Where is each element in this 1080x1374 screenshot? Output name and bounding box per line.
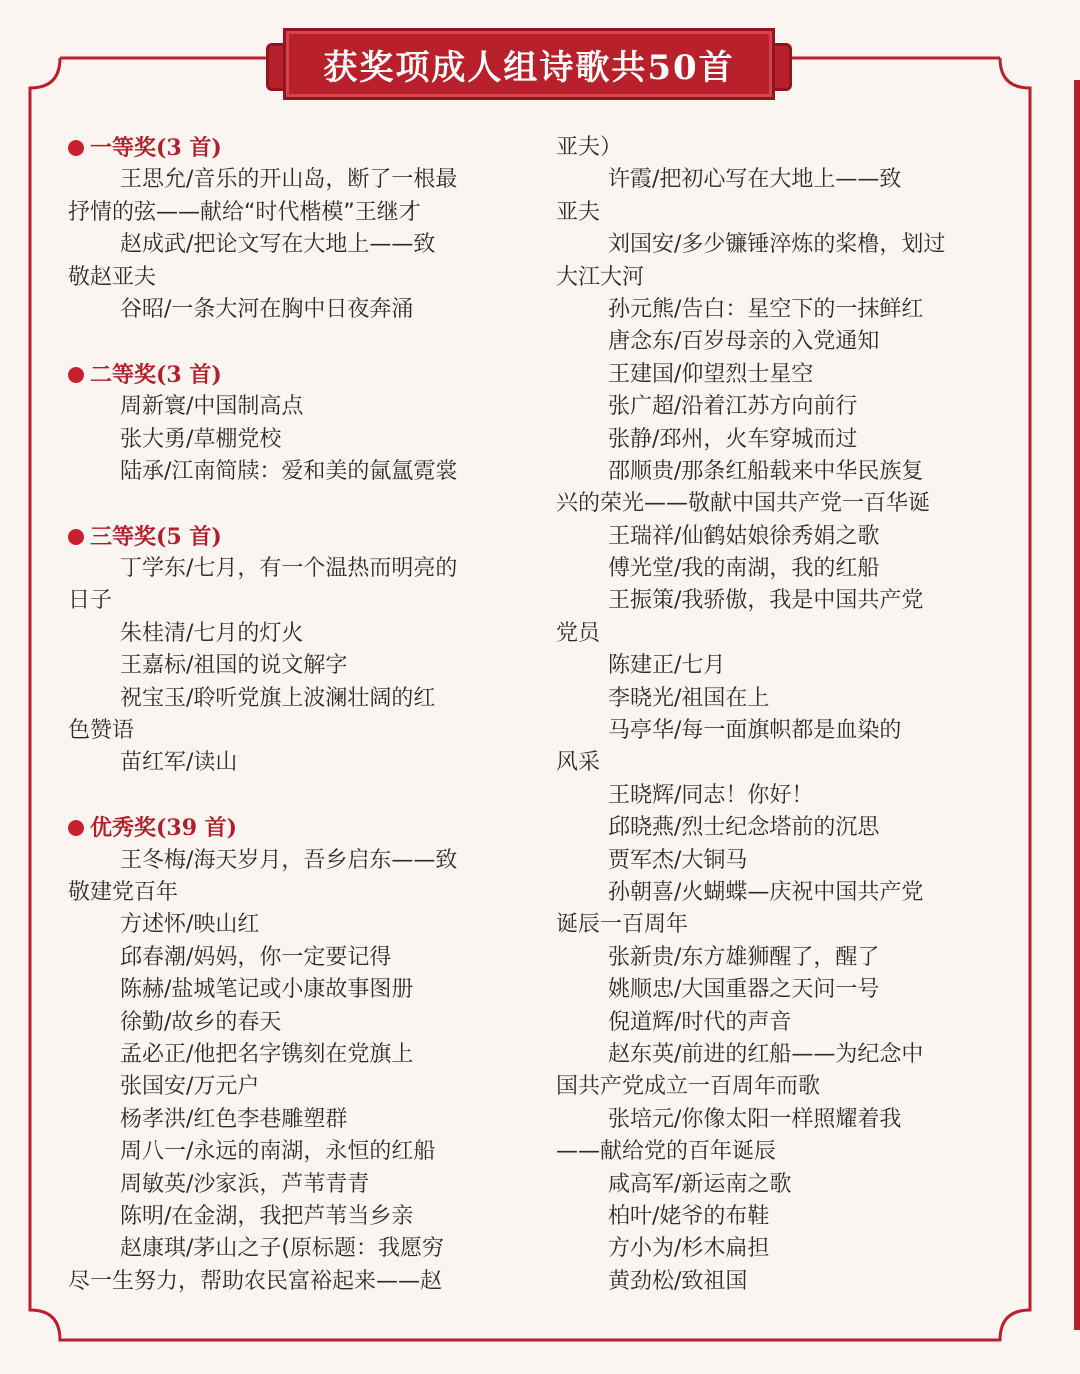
right-column	[556, 132, 994, 1298]
side-accent-strip	[1074, 80, 1080, 1330]
poem-entry: 朱桂清/七月的灯火	[120, 620, 304, 646]
poem-entry: 傅光堂/我的南湖，我的红船	[608, 556, 880, 582]
poem-entry-cont: 党员	[556, 620, 601, 646]
poem-entry: 刘国安/多少镰锤淬炼的桨橹，划过	[608, 232, 946, 258]
poem-entry: 周新寰/中国制高点	[120, 394, 304, 420]
poem-entry: 孟必正/他把名字镌刻在党旗上	[120, 1041, 414, 1067]
bullet-icon	[68, 529, 84, 545]
left-column	[68, 132, 508, 1298]
poem-entry: 陈明/在金湖，我把芦苇当乡亲	[120, 1203, 414, 1229]
poem-entry: 张静/邳州，火车穿城而过	[608, 426, 858, 452]
poem-entry-cont: 国共产党成立一百周年而歌	[556, 1074, 821, 1100]
poem-entry: 许霞/把初心写在大地上——致	[608, 167, 902, 193]
poem-entry: 王思允/音乐的开山岛，断了一根最	[120, 167, 458, 193]
poem-entry: 邵顺贵/那条红船载来中华民族复	[608, 458, 924, 484]
poem-entry: 王嘉标/祖国的说文解字	[120, 653, 348, 679]
poem-entry: 方述怀/映山红	[120, 912, 260, 938]
poem-entry-cont: 色赞语	[68, 718, 135, 744]
poem-entry: 王建国/仰望烈士星空	[608, 361, 814, 387]
poem-entry-cont: 尽一生努力，帮助农民富裕起来——赵	[68, 1268, 443, 1294]
poem-entry-cont: ——献给党的百年诞辰	[556, 1139, 777, 1165]
poem-entry: 陆承/江南简牍：爱和美的氤氲霓裳	[120, 458, 458, 484]
poem-entry: 唐念东/百岁母亲的入党通知	[608, 329, 880, 355]
poem-entry: 张培元/你像太阳一样照耀着我	[608, 1106, 902, 1132]
poem-entry: 陈建正/七月	[608, 653, 726, 679]
poem-entry: 张新贵/东方雄狮醒了，醒了	[608, 944, 880, 970]
poem-entry: 邱晓燕/烈士纪念塔前的沉思	[608, 815, 880, 841]
poem-entry: 徐勤/故乡的春天	[120, 1009, 282, 1035]
poem-entry: 李晓光/祖国在上	[608, 685, 770, 711]
poem-entry: 苗红军/读山	[120, 750, 238, 776]
poem-entry: 杨孝洪/红色李巷雕塑群	[120, 1106, 348, 1132]
poem-entry-cont: 日子	[68, 588, 113, 614]
page-title: 获奖项成人组诗歌共50首	[323, 47, 735, 88]
poem-entry: 赵康琪/茅山之子(原标题：我愿穷	[120, 1236, 444, 1262]
poem-entry-cont: 敬赵亚夫	[68, 264, 157, 290]
poem-entry-cont: 亚夫）	[556, 135, 623, 160]
poem-entry: 贾军杰/大铜马	[608, 847, 748, 873]
poem-entry: 丁学东/七月，有一个温热而明亮的	[120, 556, 458, 582]
poem-entry-cont: 抒情的弦——献给“时代楷模”王继才	[68, 199, 421, 225]
bullet-icon	[68, 140, 84, 156]
poem-entry: 王晓辉/同志！你好！	[608, 782, 814, 808]
poem-entry-cont: 风采	[556, 750, 601, 776]
poem-entry-cont: 诞辰一百周年	[556, 912, 689, 938]
poem-entry-cont: 亚夫	[556, 199, 601, 225]
poem-entry: 陈赫/盐城笔记或小康故事图册	[120, 977, 414, 1003]
section-heading-first-prize: 一等奖(3 首)	[68, 132, 508, 164]
poem-entry-cont: 兴的荣光——敬献中国共产党一百华诞	[556, 491, 931, 517]
poem-entry: 邱春潮/妈妈，你一定要记得	[120, 944, 392, 970]
poem-entry: 张广超/沿着江苏方向前行	[608, 394, 858, 420]
poem-entry: 马亭华/每一面旗帜都是血染的	[608, 718, 902, 744]
poem-entry: 孙朝喜/火蝴蝶—庆祝中国共产党	[608, 879, 924, 905]
poem-entry: 王瑞祥/仙鹤姑娘徐秀娟之歌	[608, 523, 880, 549]
poem-entry: 咸高军/新运南之歌	[608, 1171, 792, 1197]
poem-entry-cont: 大江大河	[556, 264, 645, 290]
poem-entry: 方小为/杉木扁担	[608, 1236, 770, 1262]
bullet-icon	[68, 367, 84, 383]
poem-entry: 周八一/永远的南湖，永恒的红船	[120, 1139, 436, 1165]
section-heading-third-prize: 三等奖(5 首)	[68, 521, 508, 553]
poem-entry: 倪道辉/时代的声音	[608, 1009, 792, 1035]
poem-entry: 祝宝玉/聆听党旗上波澜壮阔的红	[120, 685, 436, 711]
poem-entry: 周敏英/沙家浜，芦苇青青	[120, 1171, 370, 1197]
poem-entry: 赵成武/把论文写在大地上——致	[120, 232, 436, 258]
poem-entry: 王冬梅/海天岁月，吾乡启东——致	[120, 847, 458, 873]
section-heading-excellence-prize: 优秀奖(39 首)	[68, 812, 508, 844]
poem-entry: 赵东英/前进的红船——为纪念中	[608, 1041, 924, 1067]
title-banner	[283, 28, 775, 100]
poem-entry: 谷昭/一条大河在胸中日夜奔涌	[120, 296, 414, 322]
poem-entry: 张大勇/草棚党校	[120, 426, 282, 452]
poem-entry: 姚顺忠/大国重器之天问一号	[608, 977, 880, 1003]
poem-entry: 王振策/我骄傲，我是中国共产党	[608, 588, 924, 614]
poem-entry: 黄劲松/致祖国	[608, 1268, 748, 1294]
poem-entry: 柏叶/姥爷的布鞋	[608, 1203, 770, 1229]
poem-entry: 孙元熊/告白：星空下的一抹鲜红	[608, 296, 924, 322]
poem-entry-cont: 敬建党百年	[68, 879, 179, 905]
section-heading-second-prize: 二等奖(3 首)	[68, 359, 508, 391]
bullet-icon	[68, 820, 84, 836]
poem-entry: 张国安/万元户	[120, 1074, 260, 1100]
